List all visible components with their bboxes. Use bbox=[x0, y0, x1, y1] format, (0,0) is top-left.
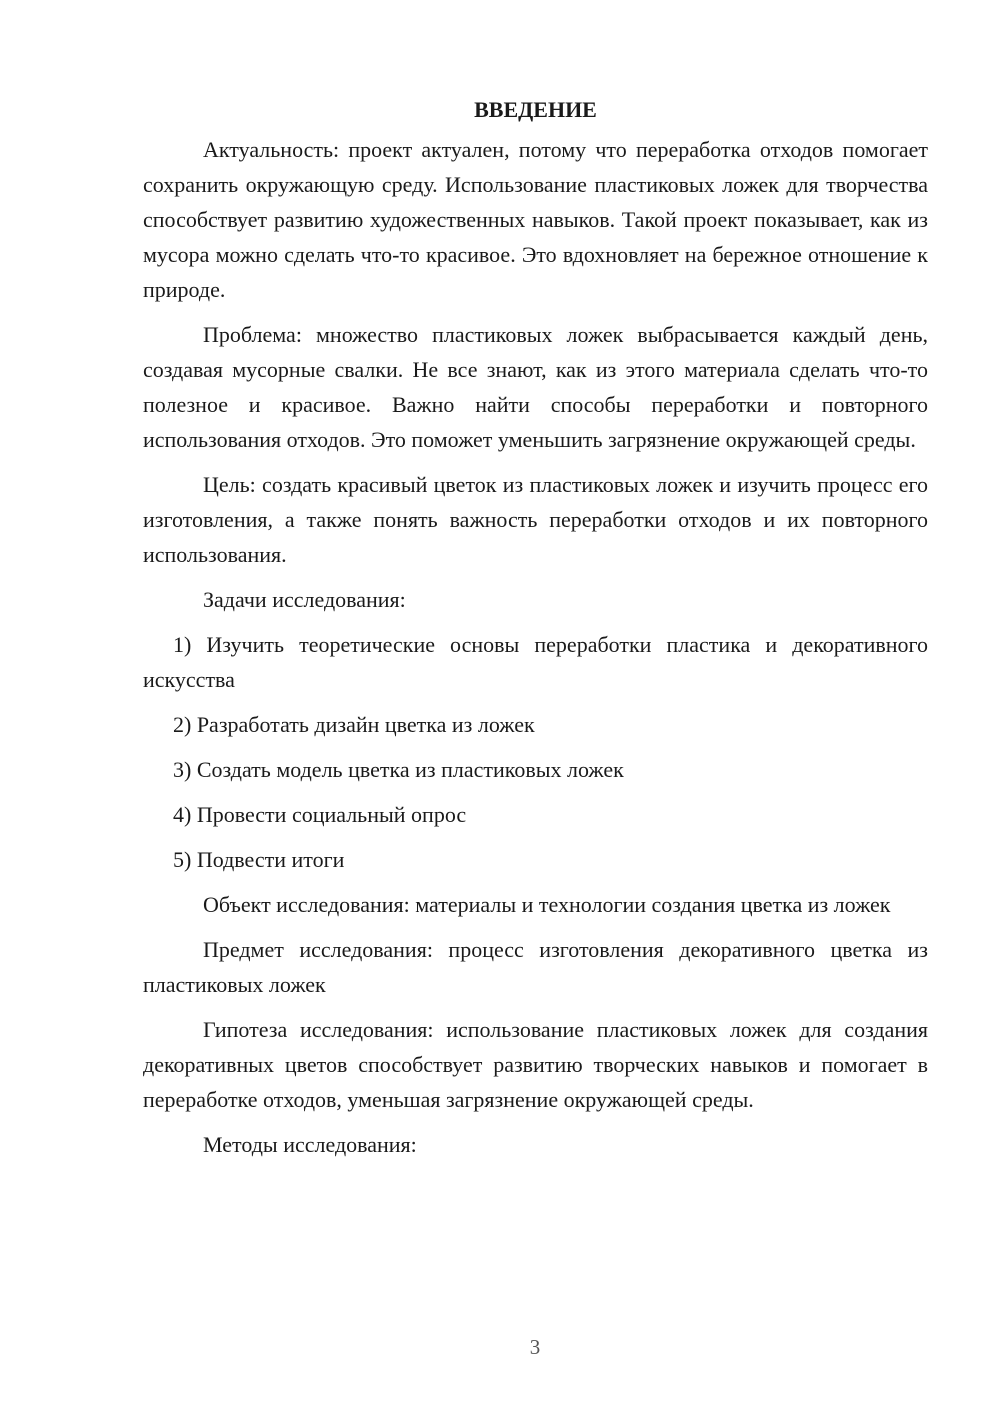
task-item: 3) Создать модель цветка из пластиковых ложек bbox=[173, 757, 624, 782]
relevance-paragraph: Актуальность: проект актуален, потому что переработка отходов помогает сохранить окружающую среду. Использование пластиковых ложек для творчества способствует развитию художественных навыков. Такой проект показывает, как из мусора можно сделать что-то красивое. Это вдохновляет на бережное отношение к природе. bbox=[143, 137, 928, 302]
task-item: 4) Провести социальный опрос bbox=[173, 802, 467, 827]
methods-heading: Методы исследования: bbox=[203, 1132, 417, 1157]
subject-paragraph: Предмет исследования: процесс изготовления декоративного цветка из пластиковых ложек bbox=[143, 937, 928, 997]
problem-paragraph: Проблема: множество пластиковых ложек выбрасывается каждый день, создавая мусорные свалки. Не все знают, как из этого материала сделать что-то полезное и красивое. Важно найти способы переработки и повторного использования отходов. Это поможет уменьшить загрязнение окружающей среды. bbox=[143, 322, 928, 452]
page-number: 3 bbox=[529, 1335, 541, 1359]
hypothesis-paragraph: Гипотеза исследования: использование пластиковых ложек для создания декоративных цветов способствует развитию творческих навыков и помогает в переработке отходов, уменьшая загрязнение окружающей среды. bbox=[143, 1017, 928, 1112]
tasks-list bbox=[143, 627, 928, 877]
page-content bbox=[143, 92, 928, 1172]
tasks-heading: Задачи исследования: bbox=[203, 587, 406, 612]
object-paragraph: Объект исследования: материалы и технологии создания цветка из ложек bbox=[203, 892, 891, 917]
task-item: 2) Разработать дизайн цветка из ложек bbox=[173, 712, 535, 737]
task-item: 1) Изучить теоретические основы переработки пластика и декоративного искусства bbox=[143, 632, 928, 692]
goal-paragraph: Цель: создать красивый цветок из пластиковых ложек и изучить процесс его изготовления, а также понять важность переработки отходов и их повторного использования. bbox=[143, 472, 928, 567]
task-item: 5) Подвести итоги bbox=[173, 847, 345, 872]
section-title: ВВЕДЕНИЕ bbox=[474, 97, 597, 122]
